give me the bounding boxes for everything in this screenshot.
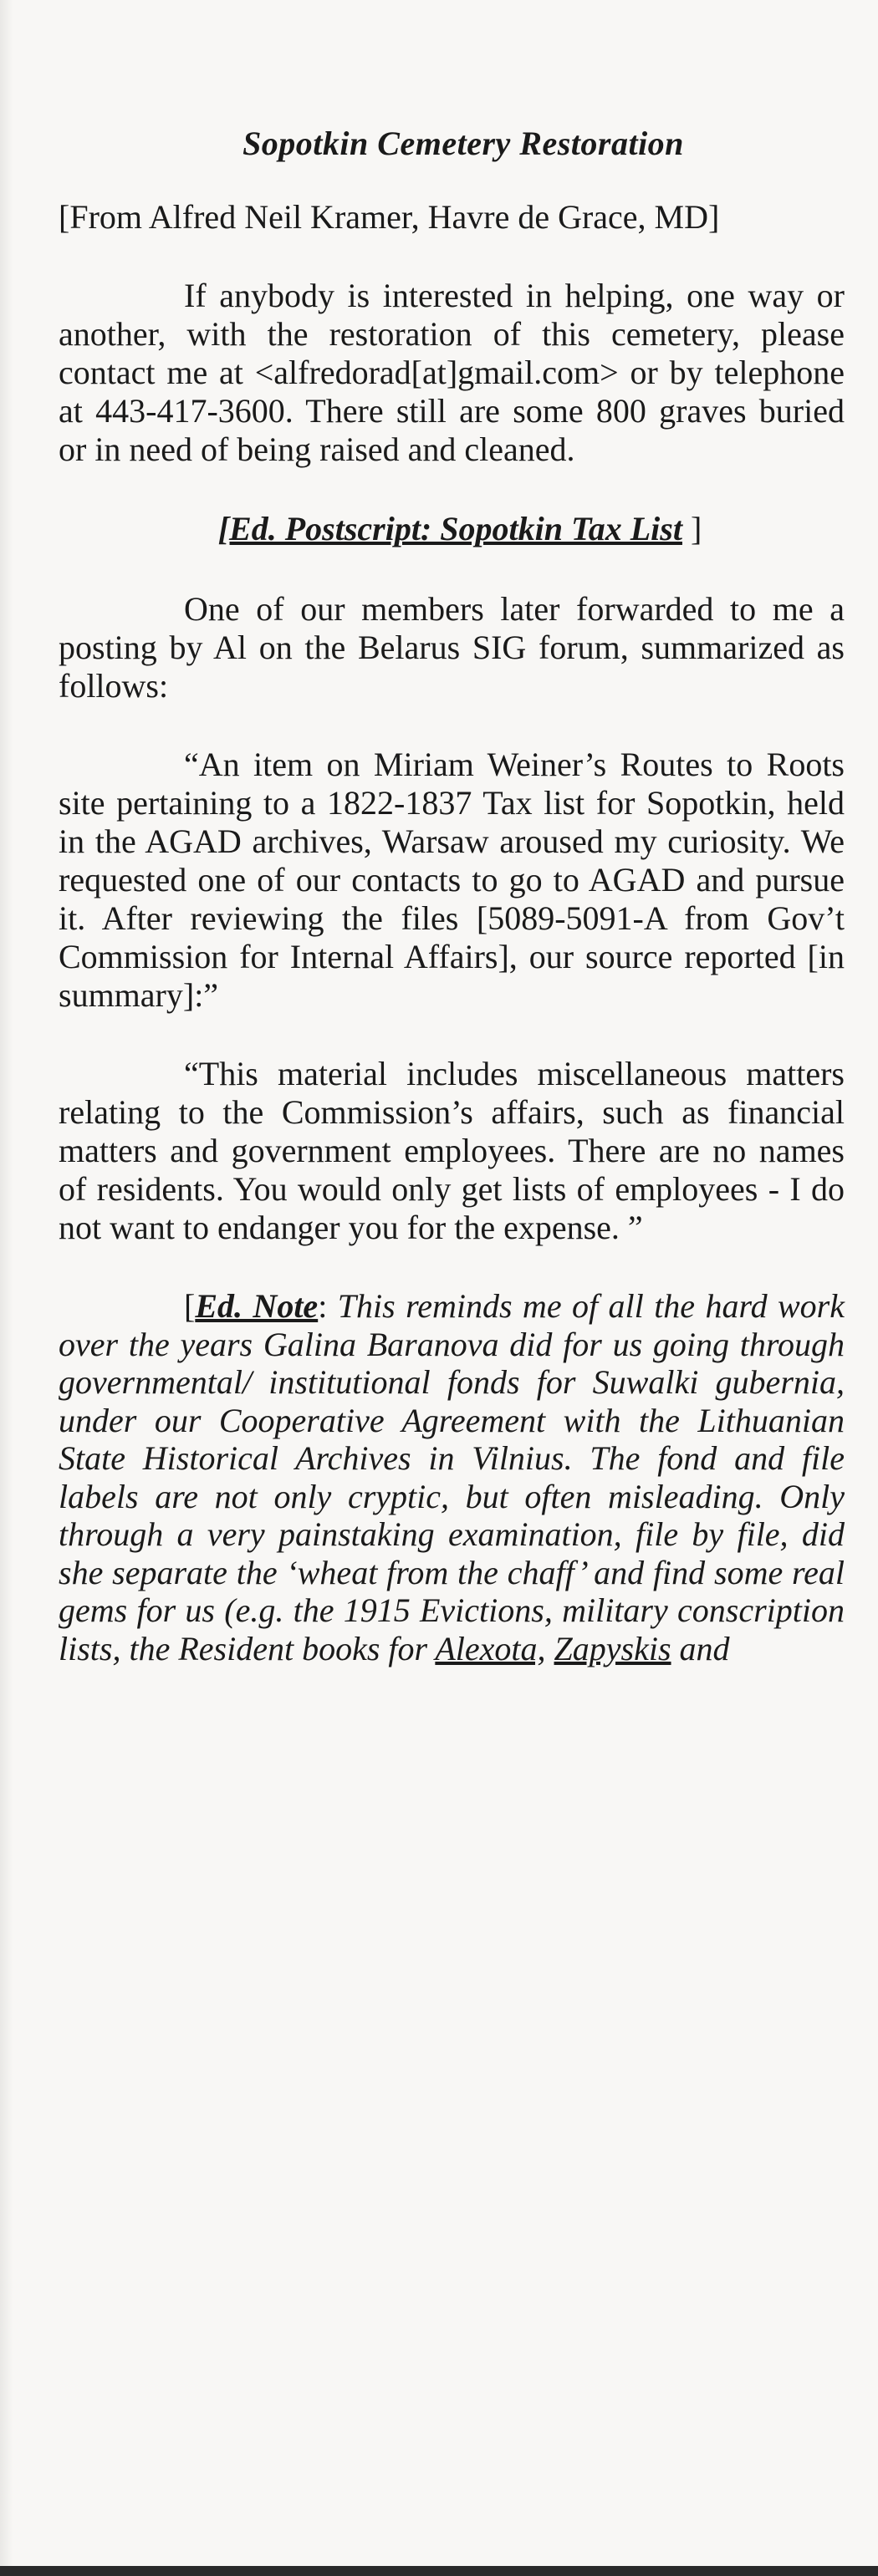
article	[59, 109, 845, 1701]
editor-note	[59, 1287, 845, 1667]
paragraph-contact: If anybody is interested in helping, one way or another, with the restoration of this cemetery, please contact me at <alfredorad[at]gmail.com> or by telephone at 443-417-3600. There still are some 800 graves buried or in need of being raised and cleaned.	[59, 277, 845, 468]
note-label: [Ed. Note:	[184, 1287, 328, 1325]
note-text: This reminds me of all the hard work over the years Galina Baranova did for us going through governmental/ institutional fonds for Suwalki gubernia, under our Cooperative Agreement with the Lithuanian State Historical Archives in Vilnius. The fond and file labels are not only cryptic, but often misleading. Only through a very painstaking examination, file by file, did she separate the ‘wheat from the chaff’ and find some real gems for us (e.g. the 1915 Evictions, military conscription lists, the Resident books for	[59, 1287, 845, 1667]
note-link-alexota: Alexota,	[435, 1629, 546, 1667]
quote-commission: “This material includes miscellaneous matters relating to the Commission’s affairs, such as financial matters and government employees. There are no names of residents. You would only get lists of employees - I do not want to endanger you for the expense. ”	[59, 1055, 845, 1246]
note-tail: and	[671, 1629, 730, 1667]
from-line: [From Alfred Neil Kramer, Havre de Grace, MD]	[59, 198, 720, 236]
paragraph-forwarded: One of our members later forwarded to me a posting by Al on the Belarus SIG forum, summarized as follows:	[59, 590, 845, 705]
postscript-close: ]	[690, 510, 702, 547]
scan-bottom-edge	[0, 2566, 878, 2576]
article-title: Sopotkin Cemetery Restoration	[242, 125, 684, 162]
note-link-zapyskis: Zapyskis	[554, 1629, 671, 1667]
postscript-label: [Ed. Postscript: Sopotkin Tax List	[217, 510, 682, 547]
postscript-heading	[75, 509, 845, 548]
quote-routes-to-roots: “An item on Miriam Weiner’s Routes to Roots site pertaining to a 1822-1837 Tax list for Sopotkin, held in the AGAD archives, Warsaw aroused my curiosity. We requested one of our contacts to go to AGAD and pursue it. After reviewing the files [5089-5091-A from Gov’t Commission for Internal Affairs], our source reported [in summary]:”	[59, 746, 845, 1014]
scan-edge	[0, 0, 13, 2576]
